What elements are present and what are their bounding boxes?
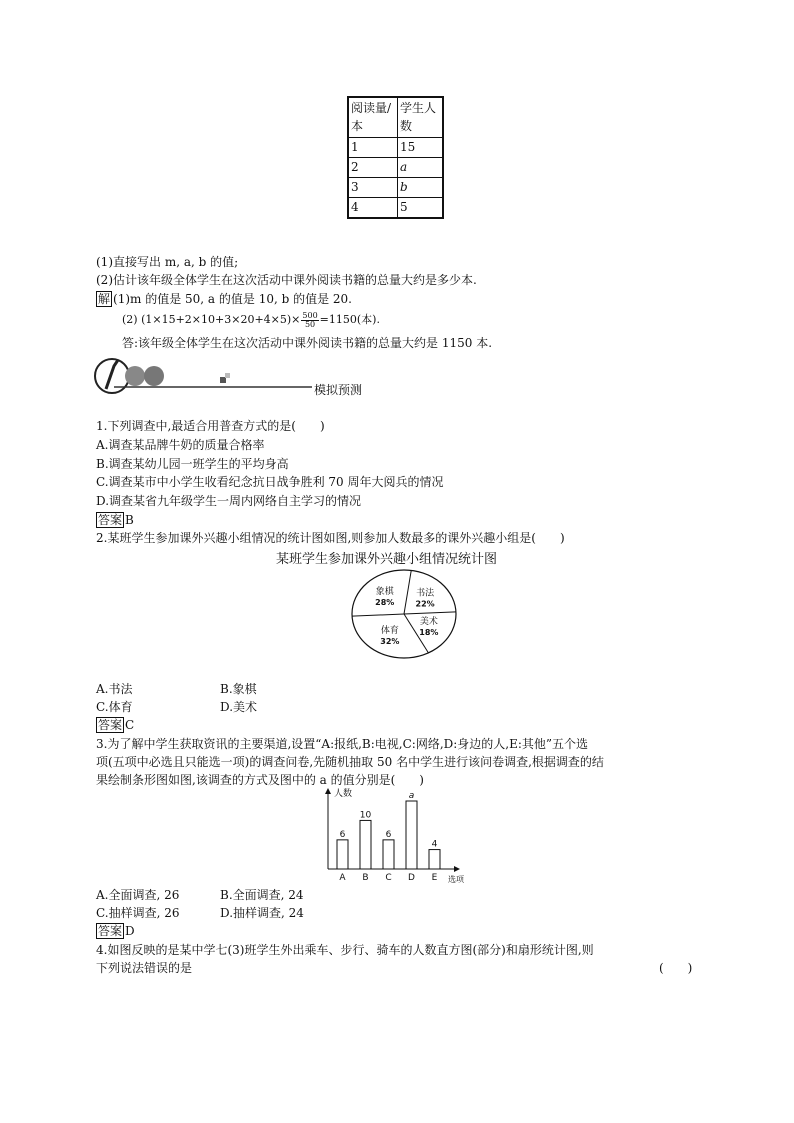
q3-line-2: 项(五项中必选且只能选一项)的调查问卷,先随机抽取 50 名中学生进行该问卷调查,根据调查的结 xyxy=(96,755,604,769)
bar-category-label: E xyxy=(431,873,438,883)
pie-chart xyxy=(342,567,466,661)
q1-option-d: D.调查某省九年级学生一周内网络自主学习的情况 xyxy=(96,494,362,508)
y-axis-arrow xyxy=(325,788,331,794)
bar-value-label: 10 xyxy=(359,810,372,821)
table-cell: 2 xyxy=(348,158,398,178)
q4-paren: ( ) xyxy=(659,961,693,975)
bar xyxy=(429,850,440,869)
prev-answer-2-b: =1150(本). xyxy=(319,313,380,326)
table-cell: a xyxy=(398,158,444,178)
bar-value-label: 6 xyxy=(339,829,346,840)
fraction-numerator: 500 xyxy=(302,310,318,320)
q2-answer xyxy=(96,716,134,733)
decor-circle-2 xyxy=(144,366,164,386)
pie-slice-value: 22% xyxy=(415,599,435,609)
table-cell: b xyxy=(398,178,444,198)
bar-category-label: B xyxy=(362,873,369,883)
pie-chart-title: 某班学生参加课外兴趣小组情况统计图 xyxy=(276,552,498,567)
table-header-cell: 学生人数 xyxy=(398,97,444,138)
pie-slice-label: 书法 xyxy=(416,588,435,599)
bar xyxy=(406,801,417,869)
q2-stem: 2.某班学生参加课外兴趣小组情况的统计图如图,则参加人数最多的课外兴趣小组是( ) xyxy=(96,531,565,545)
prev-question-1: (1)直接写出 m, a, b 的值; xyxy=(96,255,239,269)
pie-slice-label: 象棋 xyxy=(375,587,394,598)
table-cell: 1 xyxy=(348,138,398,158)
pie-slice-value: 18% xyxy=(419,627,439,637)
x-axis-label: 选项 xyxy=(448,875,464,884)
table-cell: 15 xyxy=(398,138,444,158)
bar-value-label: 4 xyxy=(431,839,438,850)
q1-option-b: B.调查某幼儿园一班学生的平均身高 xyxy=(96,457,289,471)
q3-answer xyxy=(96,922,135,939)
answer-value: B xyxy=(125,513,134,527)
prev-answer-2 xyxy=(122,311,380,329)
q1-stem: 1.下列调查中,最适合用普查方式的是( ) xyxy=(96,419,325,433)
bar xyxy=(337,840,348,869)
bar-category-label: D xyxy=(408,873,415,883)
q2-option-b: B.象棋 xyxy=(220,682,257,696)
answer-value: C xyxy=(125,718,135,732)
q3-option-d: D.抽样调查, 24 xyxy=(220,906,304,920)
fraction-denominator: 50 xyxy=(304,319,316,329)
reading-table xyxy=(347,96,444,219)
bar-category-label: C xyxy=(385,873,392,883)
answer-label: 答案 xyxy=(98,718,123,732)
bar-chart xyxy=(316,786,476,886)
pie-slice-value: 32% xyxy=(380,637,400,647)
q1-option-c: C.调查某市中小学生收看纪念抗日战争胜利 70 周年大阅兵的情况 xyxy=(96,475,444,489)
q3-option-c: C.抽样调查, 26 xyxy=(96,906,180,920)
section-header-graphic xyxy=(92,356,322,396)
fraction xyxy=(301,312,318,329)
pie-slice-label: 美术 xyxy=(419,616,438,627)
y-axis-label: 人数 xyxy=(334,789,353,799)
table-cell: 3 xyxy=(348,178,398,198)
bar-value-label: 6 xyxy=(385,829,392,840)
q2-option-a: A.书法 xyxy=(96,682,133,696)
q4-line-2: 下列说法错误的是 xyxy=(96,961,193,975)
q3-option-b: B.全面调查, 24 xyxy=(220,888,304,902)
pie-slice-value: 28% xyxy=(375,598,395,608)
answer-label: 答案 xyxy=(98,924,123,938)
q3-line-3: 果绘制条形图如图,该调查的方式及图中的 a 的值分别是( ) xyxy=(96,773,424,787)
prev-question-2: (2)估计该年级全体学生在这次活动中课外阅读书籍的总量大约是多少本. xyxy=(96,273,477,287)
x-axis-arrow xyxy=(454,866,460,872)
table-header-cell: 阅读量/本 xyxy=(348,97,398,138)
answer-label: 答案 xyxy=(98,513,123,527)
prev-answer-3: 答:该年级全体学生在这次活动中课外阅读书籍的总量大约是 1150 本. xyxy=(122,336,493,350)
prev-answer-1-text: (1)m 的值是 50, a 的值是 10, b 的值是 20. xyxy=(113,292,352,306)
q3-option-a: A.全面调查, 26 xyxy=(96,888,180,902)
bar xyxy=(360,820,371,869)
jie-label: 解 xyxy=(98,292,111,306)
q2-option-d: D.美术 xyxy=(220,700,258,714)
section-title: 模拟预测 xyxy=(314,383,363,397)
answer-value: D xyxy=(125,924,135,938)
bar-category-label: A xyxy=(339,873,346,883)
bar xyxy=(383,840,394,869)
q1-option-a: A.调查某品牌牛奶的质量合格率 xyxy=(96,438,265,452)
prev-answer-1 xyxy=(96,290,352,307)
bar-value-label: a xyxy=(408,791,415,801)
q3-line-1: 3.为了解中学生获取资讯的主要渠道,设置“A:报纸,B:电视,C:网络,D:身边的人,E:其他”五个选 xyxy=(96,737,589,751)
q1-answer xyxy=(96,511,134,528)
table-cell: 4 xyxy=(348,198,398,219)
q4-line-1: 4.如图反映的是某中学七(3)班学生外出乘车、步行、骑车的人数直方图(部分)和扇形统计图,则 xyxy=(96,943,594,957)
decor-square-2 xyxy=(225,373,230,378)
prev-answer-2-a: (2) (1×15+2×10+3×20+4×5)× xyxy=(122,313,301,326)
pie-slice-label: 体育 xyxy=(380,626,399,637)
table-cell: 5 xyxy=(398,198,444,219)
q2-option-c: C.体育 xyxy=(96,700,133,714)
decor-circle-1 xyxy=(125,366,145,386)
